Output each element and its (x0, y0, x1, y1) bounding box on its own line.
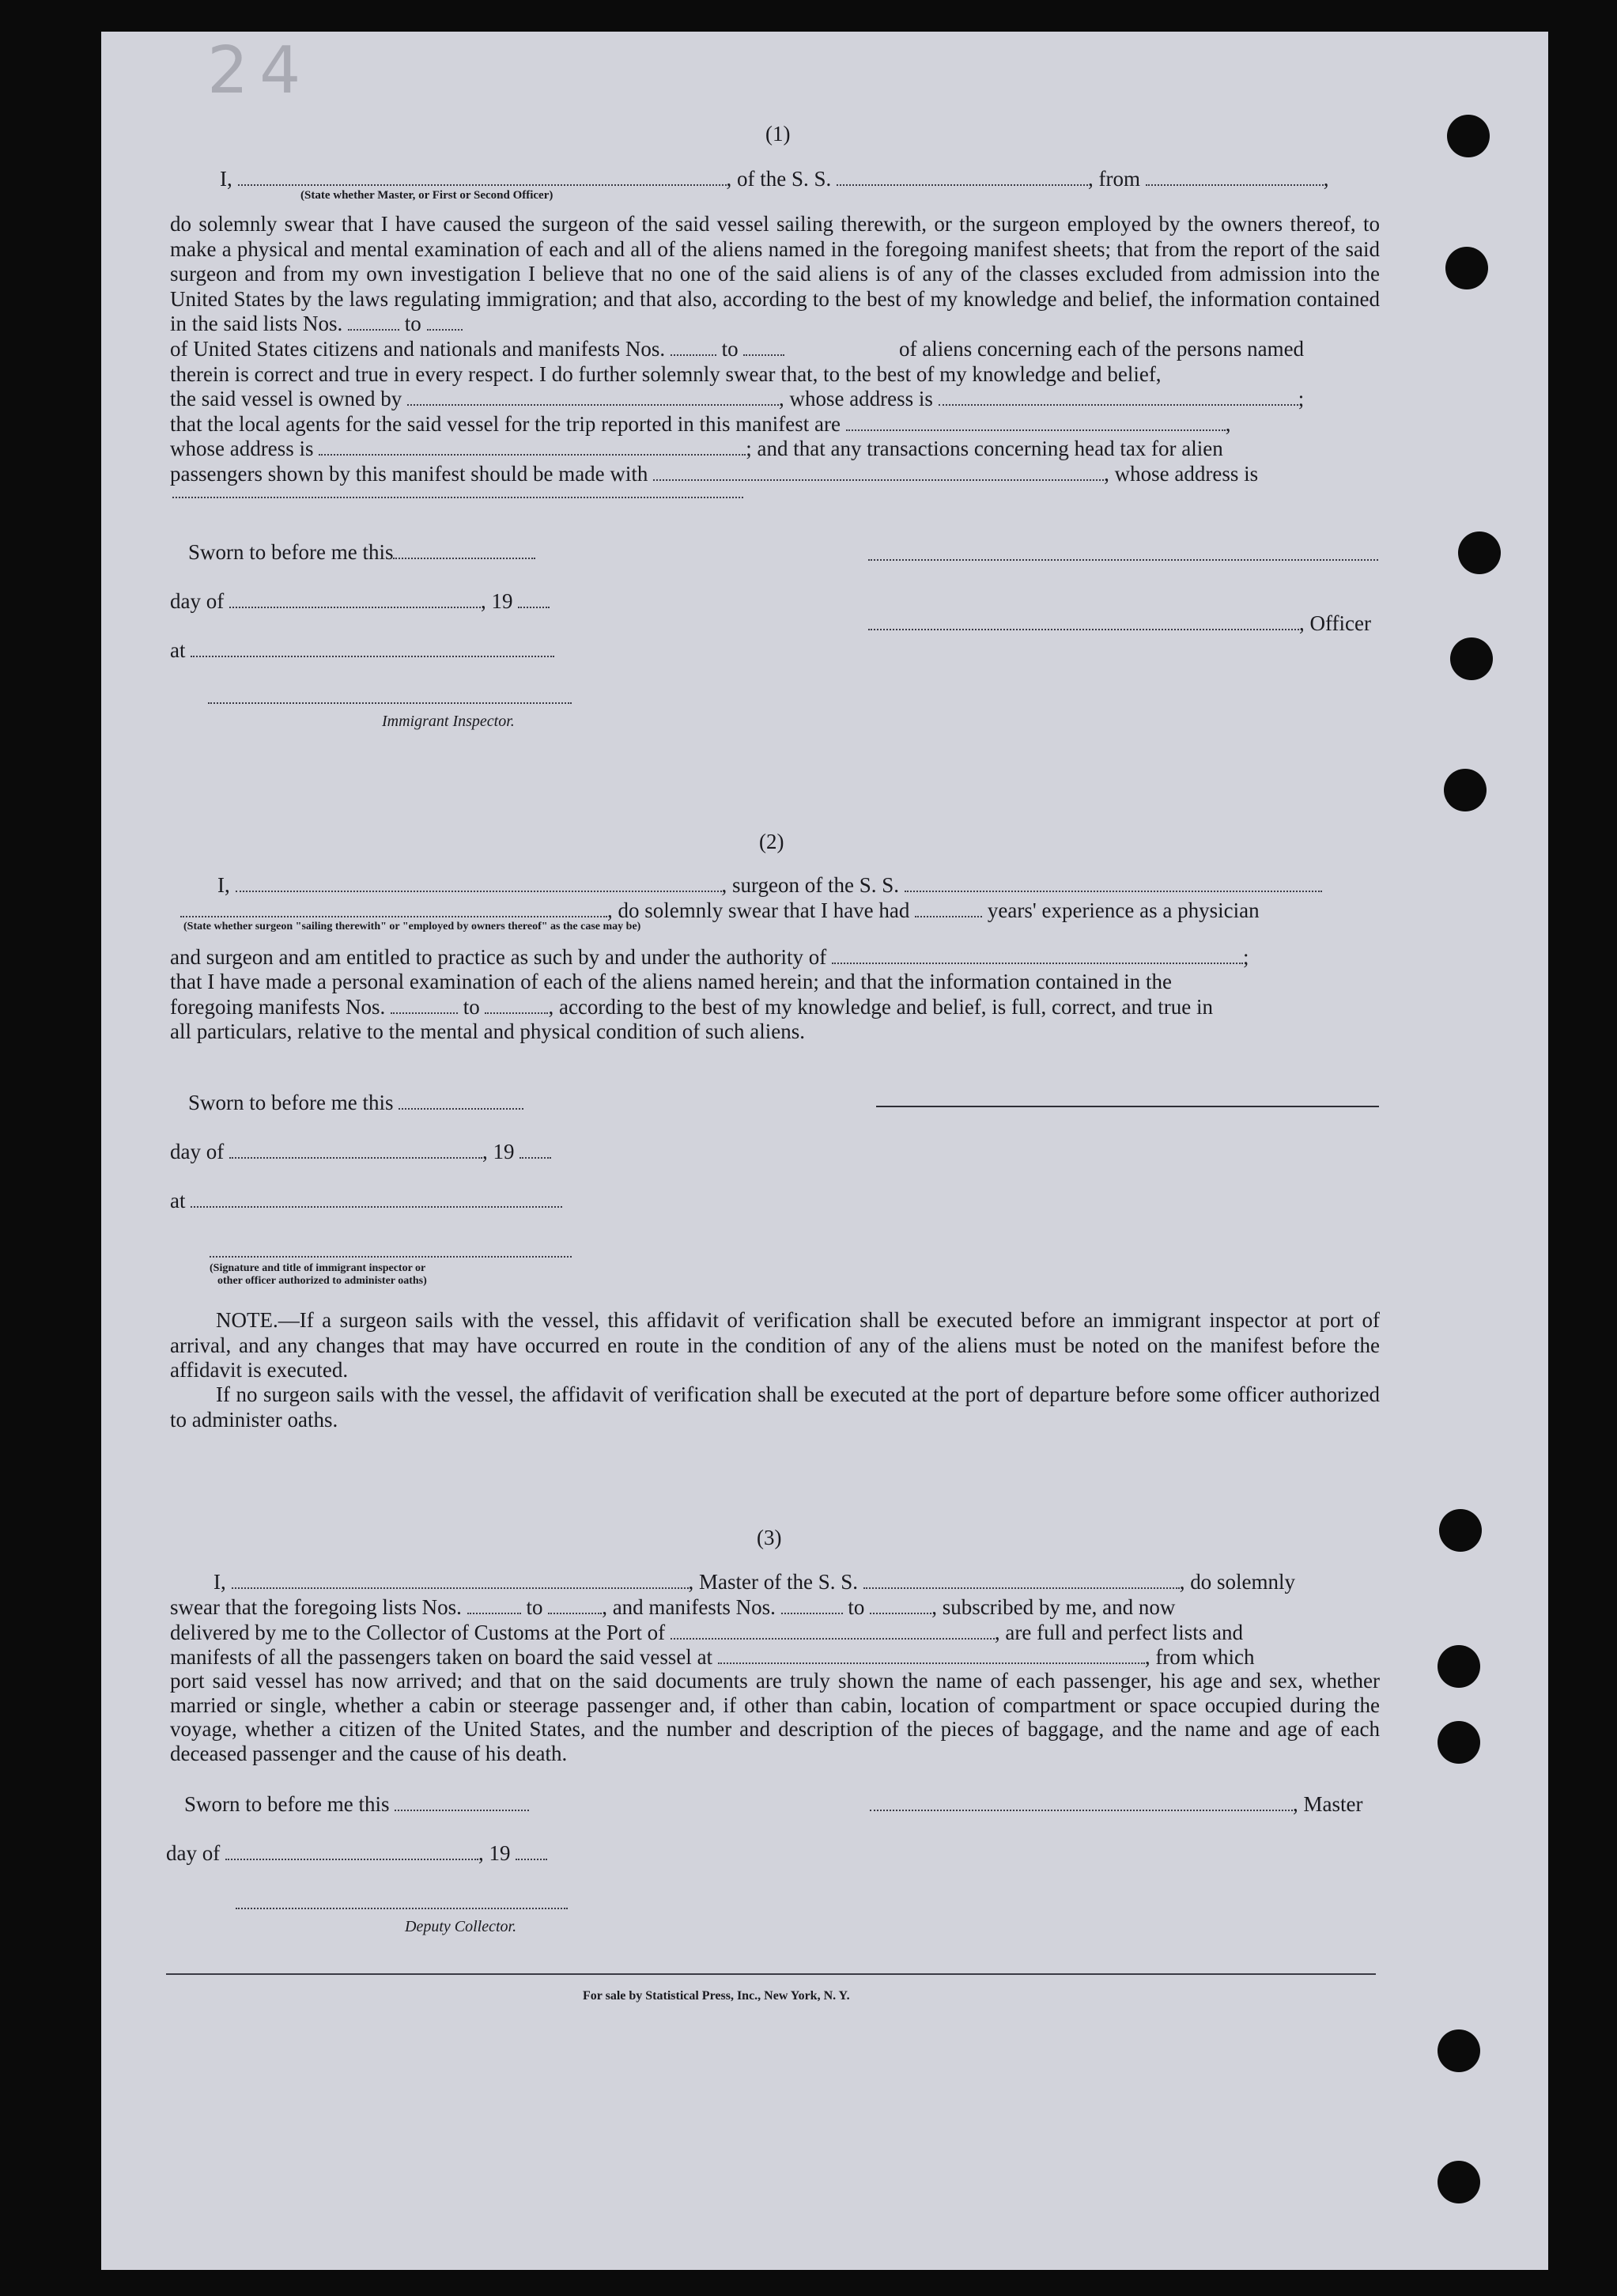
lists-from-field[interactable] (348, 312, 399, 331)
punch-hole-9 (1438, 2029, 1480, 2072)
s1-agents-address: whose address is ; and that any transactions concerning head tax for alien (170, 437, 1223, 460)
s3-line4: manifests of all the passengers taken on board the said vessel at , from which (170, 1645, 1255, 1669)
s1-inspector-title: Immigrant Inspector. (382, 713, 515, 730)
punch-hole-1 (1447, 115, 1490, 157)
s2-day-of: day of , 19 (170, 1139, 551, 1164)
footer-rule (166, 1973, 1376, 1975)
s1-of-aliens-b: therein is correct and true in every respect. I do further solemnly swear that, to the best of my knowledge and belief, (170, 362, 1162, 386)
s3-line2: swear that the foregoing lists Nos. to , and manifests Nos. to , subscribed by me, and now (170, 1595, 1176, 1619)
s1-instruction: (State whether Master, or First or Second Officer) (300, 189, 553, 202)
manifest-from-field[interactable] (671, 337, 716, 356)
s3-port-field[interactable] (671, 1621, 995, 1640)
s2-sworn: Sworn to before me this (188, 1090, 523, 1115)
s3-sworn: Sworn to before me this (184, 1791, 529, 1817)
s3-lists-to-field[interactable] (548, 1595, 602, 1614)
s1-officer-signature-line-top[interactable] (868, 559, 1378, 561)
s2-day-of-field[interactable] (229, 1140, 482, 1159)
s1-year-field[interactable] (518, 589, 550, 608)
agents-address-field[interactable] (319, 437, 746, 456)
s3-line3: delivered by me to the Collector of Customs at the Port of , are full and perfect lists and (170, 1621, 1244, 1644)
s2-at: at (170, 1188, 562, 1213)
s3-manifest-from-field[interactable] (781, 1595, 843, 1614)
s1-sworn: Sworn to before me this (188, 539, 535, 565)
s2-line2: , do solemnly swear that I have had years' experience as a physician (180, 898, 1260, 923)
handwritten-page-number: 24 (207, 33, 312, 108)
s3-lists-from-field[interactable] (467, 1595, 521, 1614)
s3-master-name-field[interactable] (232, 1570, 689, 1589)
s2-particulars: all particulars, relative to the mental and physical condition of such aliens. (170, 1019, 805, 1043)
punch-hole-3 (1458, 531, 1501, 574)
s2-surgeon-signature-line[interactable] (876, 1106, 1379, 1107)
s1-passengers: passengers shown by this manifest should be made with , whose address is (170, 462, 1259, 486)
agents-field[interactable] (846, 412, 1226, 431)
punch-hole-5 (1444, 769, 1487, 811)
years-experience-field[interactable] (915, 898, 982, 917)
s2-sworn-date-field[interactable] (399, 1091, 523, 1110)
punch-hole-7 (1438, 1645, 1480, 1688)
s3-vessel-field[interactable] (863, 1570, 1180, 1589)
punch-hole-2 (1445, 247, 1488, 289)
section-1-heading: (1) (765, 122, 791, 146)
vessel-name-field[interactable] (837, 167, 1088, 186)
s2-vessel-field[interactable] (905, 873, 1322, 892)
s2-foregoing: foregoing manifests Nos. to , according to the best of my knowledge and belief, is full, correct, and true in (170, 995, 1213, 1019)
s1-at-field[interactable] (191, 638, 554, 657)
s1-inspector-signature-line[interactable] (208, 702, 572, 704)
s1-day-of-field[interactable] (229, 589, 481, 608)
manifest-to-field[interactable] (743, 337, 784, 356)
owner-field[interactable] (407, 387, 779, 406)
s2-note: NOTE.—If a surgeon sails with the vessel, this affidavit of verification shall be executed before an immigrant inspector at port of arrival, and any changes that may have occurred en route in the condition of any of the aliens must be noted on the manifest before the affidavit is executed. (170, 1308, 1380, 1382)
s3-manifest-to-field[interactable] (870, 1595, 931, 1614)
s3-master-signature-field[interactable] (870, 1792, 1293, 1811)
head-tax-field[interactable] (653, 462, 1104, 481)
s1-officer: , Officer (868, 611, 1371, 636)
s1-us-citizens: of United States citizens and nationals and manifests Nos. to (170, 336, 784, 361)
owner-address-field[interactable] (939, 387, 1298, 406)
s1-of-aliens-a: of aliens concerning each of the persons named (899, 337, 1305, 361)
s2-instruction: (State whether surgeon "sailing therewith" or "employed by owners thereof" as the case may be) (183, 921, 641, 932)
s2-entitled: and surgeon and am entitled to practice as such by and under the authority of ; (170, 945, 1249, 969)
s2-year-field[interactable] (519, 1140, 551, 1159)
s1-at: at (170, 637, 554, 663)
s2-manifest-to-field[interactable] (485, 995, 548, 1014)
s1-sworn-date-field[interactable] (393, 540, 535, 559)
s2-signature-caption-1: (Signature and title of immigrant inspector or (210, 1262, 426, 1274)
footer-publisher: For sale by Statistical Press, Inc., New York, N. Y. (583, 1989, 850, 2003)
punch-hole-8 (1438, 1721, 1480, 1764)
s3-year-field[interactable] (516, 1841, 547, 1860)
officer-name-field[interactable] (238, 167, 727, 186)
s2-manifest-from-field[interactable] (391, 995, 458, 1014)
s3-master: , Master (870, 1791, 1362, 1817)
punch-hole-6 (1439, 1509, 1482, 1552)
surgeon-name-field[interactable] (236, 873, 722, 892)
s1-owned-by: the said vessel is owned by , whose address is ; (170, 387, 1305, 410)
punch-hole-4 (1450, 637, 1493, 680)
s3-day-of-field[interactable] (225, 1841, 478, 1860)
s1-local-agents: that the local agents for the said vessel for the trip reported in this manifest are , (170, 412, 1231, 436)
lists-to-field[interactable] (427, 312, 463, 331)
section-3-heading: (3) (757, 1526, 782, 1549)
s3-sworn-date-field[interactable] (395, 1792, 529, 1811)
section-2-heading: (2) (759, 830, 784, 853)
s2-signature-caption-2: other officer authorized to administer oaths) (217, 1275, 427, 1287)
s3-body: port said vessel has now arrived; and that on the said documents are truly shown the name of each passenger, his age and sex, whether married or single, whether a cabin or steerage passenger and, if other than cabin, location of compartment or space occupied during the voyage, whether a citizen of the United States, and the number and description of the pieces of baggage, and the name and age of each deceased passenger and the cause of his death. (170, 1669, 1380, 1765)
authority-field[interactable] (832, 945, 1243, 964)
from-port-field[interactable] (1146, 167, 1324, 186)
s2-examination: that I have made a personal examination of each of the aliens named herein; and that the information contained in the (170, 970, 1173, 993)
s2-inspector-signature-line[interactable] (210, 1256, 572, 1258)
surgeon-type-field[interactable] (180, 898, 607, 917)
s3-collector-signature-line[interactable] (236, 1908, 568, 1909)
s2-note-2: If no surgeon sails with the vessel, the affidavit of verification shall be executed at the port of departure before some officer authorized to administer oaths. (170, 1383, 1380, 1432)
s1-day-of: day of , 19 (170, 588, 550, 614)
s2-at-field[interactable] (191, 1189, 562, 1208)
s1-body-a: do solemnly swear that I have caused the surgeon of the said vessel sailing therewith, or the surgeon employed by the owners thereof, to make a physical and mental examination of each and all of the aliens named in the foregoing manifest sheets; that from the report of the said surgeon and from my own investigation I believe that no one of the said aliens is of any of the classes excluded from admission into the United States by the laws regulating immigration; and that also, according to the best of my knowledge and belief, the information contained in the said lists Nos. to (170, 212, 1380, 335)
s3-embark-port-field[interactable] (718, 1645, 1145, 1664)
s1-officer-signature-field[interactable] (868, 611, 1299, 630)
s3-line1: I, , Master of the S. S. , do solemnly (213, 1570, 1295, 1594)
s1-line1: I, , of the S. S. , from , (220, 167, 1329, 191)
head-tax-address-field[interactable] (172, 497, 743, 498)
s3-day-of: day of , 19 (166, 1840, 547, 1866)
s2-line1: I, , surgeon of the S. S. (217, 872, 1322, 898)
punch-hole-10 (1438, 2161, 1480, 2203)
s3-collector-title: Deputy Collector. (405, 1918, 517, 1935)
